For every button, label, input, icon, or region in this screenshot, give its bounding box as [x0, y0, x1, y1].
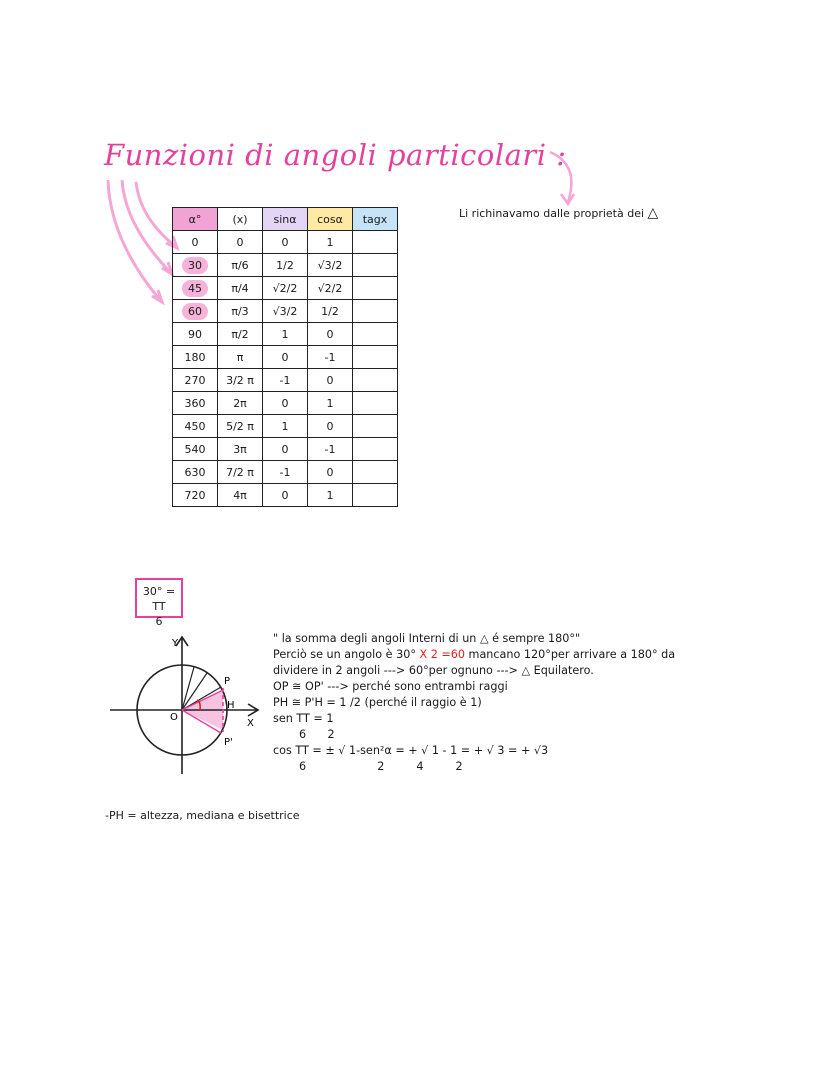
bottom-note: -PH = altezza, mediana e bisettrice	[105, 809, 300, 822]
cell	[353, 300, 398, 323]
cell: 1	[263, 415, 308, 438]
table-row	[173, 369, 398, 392]
cell	[353, 323, 398, 346]
cell: 0	[263, 231, 308, 254]
cell: 360	[173, 392, 218, 415]
cell	[353, 392, 398, 415]
p-label: P	[224, 676, 231, 687]
table-row	[173, 300, 398, 323]
cell: √3/2	[263, 300, 308, 323]
text-line: " la somma degli angoli Interni di un △ é sempre 180°"	[273, 632, 581, 645]
cell: 180	[173, 346, 218, 369]
header-cos: cosα	[308, 208, 353, 231]
angle-box-line1: 30° = TT	[142, 585, 176, 613]
angle-box-line2: 6	[155, 615, 163, 628]
h-label: H	[227, 700, 235, 711]
cell: π/3	[218, 300, 263, 323]
page-title: Funzioni di angoli particolari :	[104, 138, 567, 172]
table-row	[173, 484, 398, 507]
unit-circle-diagram	[100, 632, 270, 782]
cell	[353, 415, 398, 438]
cell: 0	[173, 231, 218, 254]
header-sin: sinα	[263, 208, 308, 231]
cell	[353, 254, 398, 277]
cell: 1	[263, 323, 308, 346]
cell: 0	[308, 461, 353, 484]
cell	[353, 231, 398, 254]
cell: 630	[173, 461, 218, 484]
text-line: OP ≅ OP' ---> perché sono entrambi raggi	[273, 680, 508, 693]
table-row	[173, 346, 398, 369]
text-line: dividere in 2 angoli ---> 60°per ognuno ---> △ Equilatero.	[273, 664, 594, 677]
table-row	[173, 231, 398, 254]
text-line: PH ≅ P'H = 1 /2 (perché il raggio è 1)	[273, 696, 482, 709]
cell: -1	[308, 346, 353, 369]
text-line: sen TT = 1	[273, 712, 334, 725]
text-part-red: X 2 =60	[415, 648, 465, 661]
cell: √3/2	[308, 254, 353, 277]
cell	[353, 346, 398, 369]
p-prime-label: P'	[224, 737, 233, 748]
cell	[173, 300, 218, 323]
cell: 7/2 π	[218, 461, 263, 484]
o-label: O	[170, 712, 178, 723]
cell	[353, 461, 398, 484]
highlight-cell: 30	[182, 257, 208, 274]
cell	[173, 277, 218, 300]
table-row	[173, 392, 398, 415]
cell: 3/2 π	[218, 369, 263, 392]
trig-table	[172, 207, 398, 507]
text-line	[273, 647, 813, 663]
side-note	[459, 205, 658, 221]
text-line: 6 2	[299, 728, 335, 741]
cell: 0	[308, 323, 353, 346]
cell: 0	[308, 369, 353, 392]
cell: 450	[173, 415, 218, 438]
cell: π/4	[218, 277, 263, 300]
cell: 0	[263, 438, 308, 461]
highlight-cell: 60	[182, 303, 208, 320]
angle-box	[135, 578, 183, 628]
cell: 720	[173, 484, 218, 507]
table-row	[173, 461, 398, 484]
cell	[173, 254, 218, 277]
x-label: X	[247, 718, 254, 729]
cell: √2/2	[308, 277, 353, 300]
cell: -1	[263, 461, 308, 484]
cell: 0	[263, 392, 308, 415]
cell: 270	[173, 369, 218, 392]
cell: 4π	[218, 484, 263, 507]
cell: 0	[263, 484, 308, 507]
cell: 0	[263, 346, 308, 369]
table-row	[173, 277, 398, 300]
cell: 5/2 π	[218, 415, 263, 438]
table-header-row	[173, 208, 398, 231]
cell: 1	[308, 484, 353, 507]
highlight-cell: 45	[182, 280, 208, 297]
cell: π	[218, 346, 263, 369]
header-tan: tagx	[353, 208, 398, 231]
cell	[353, 277, 398, 300]
cell	[353, 484, 398, 507]
text-line: 6 2 4 2	[299, 760, 463, 773]
cell: 2π	[218, 392, 263, 415]
table-row	[173, 438, 398, 461]
cell	[353, 438, 398, 461]
y-label: Y	[172, 638, 179, 649]
table-row	[173, 254, 398, 277]
cell: 0	[218, 231, 263, 254]
cell: π/6	[218, 254, 263, 277]
cell: 90	[173, 323, 218, 346]
cell: √2/2	[263, 277, 308, 300]
triangle-icon: △	[647, 205, 659, 221]
side-note-text: Li richinavamo dalle proprietà dei	[459, 207, 645, 220]
header-x: (x)	[218, 208, 263, 231]
text-part: Perciò se un angolo è 30°	[273, 648, 416, 661]
cell: 0	[308, 415, 353, 438]
cell: 3π	[218, 438, 263, 461]
table-row	[173, 323, 398, 346]
cell: -1	[263, 369, 308, 392]
header-alpha: α°	[173, 208, 218, 231]
cell: 1	[308, 392, 353, 415]
cell: 540	[173, 438, 218, 461]
text-part: mancano 120°per arrivare a 180° da	[464, 648, 676, 661]
cell: -1	[308, 438, 353, 461]
table-row	[173, 415, 398, 438]
explanation-block	[273, 631, 813, 775]
cell: 1/2	[263, 254, 308, 277]
text-line: cos TT = ± √ 1-sen²α = + √ 1 - 1 = + √ 3 = + √3	[273, 744, 549, 757]
cell: π/2	[218, 323, 263, 346]
cell	[353, 369, 398, 392]
cell: 1/2	[308, 300, 353, 323]
cell: 1	[308, 231, 353, 254]
